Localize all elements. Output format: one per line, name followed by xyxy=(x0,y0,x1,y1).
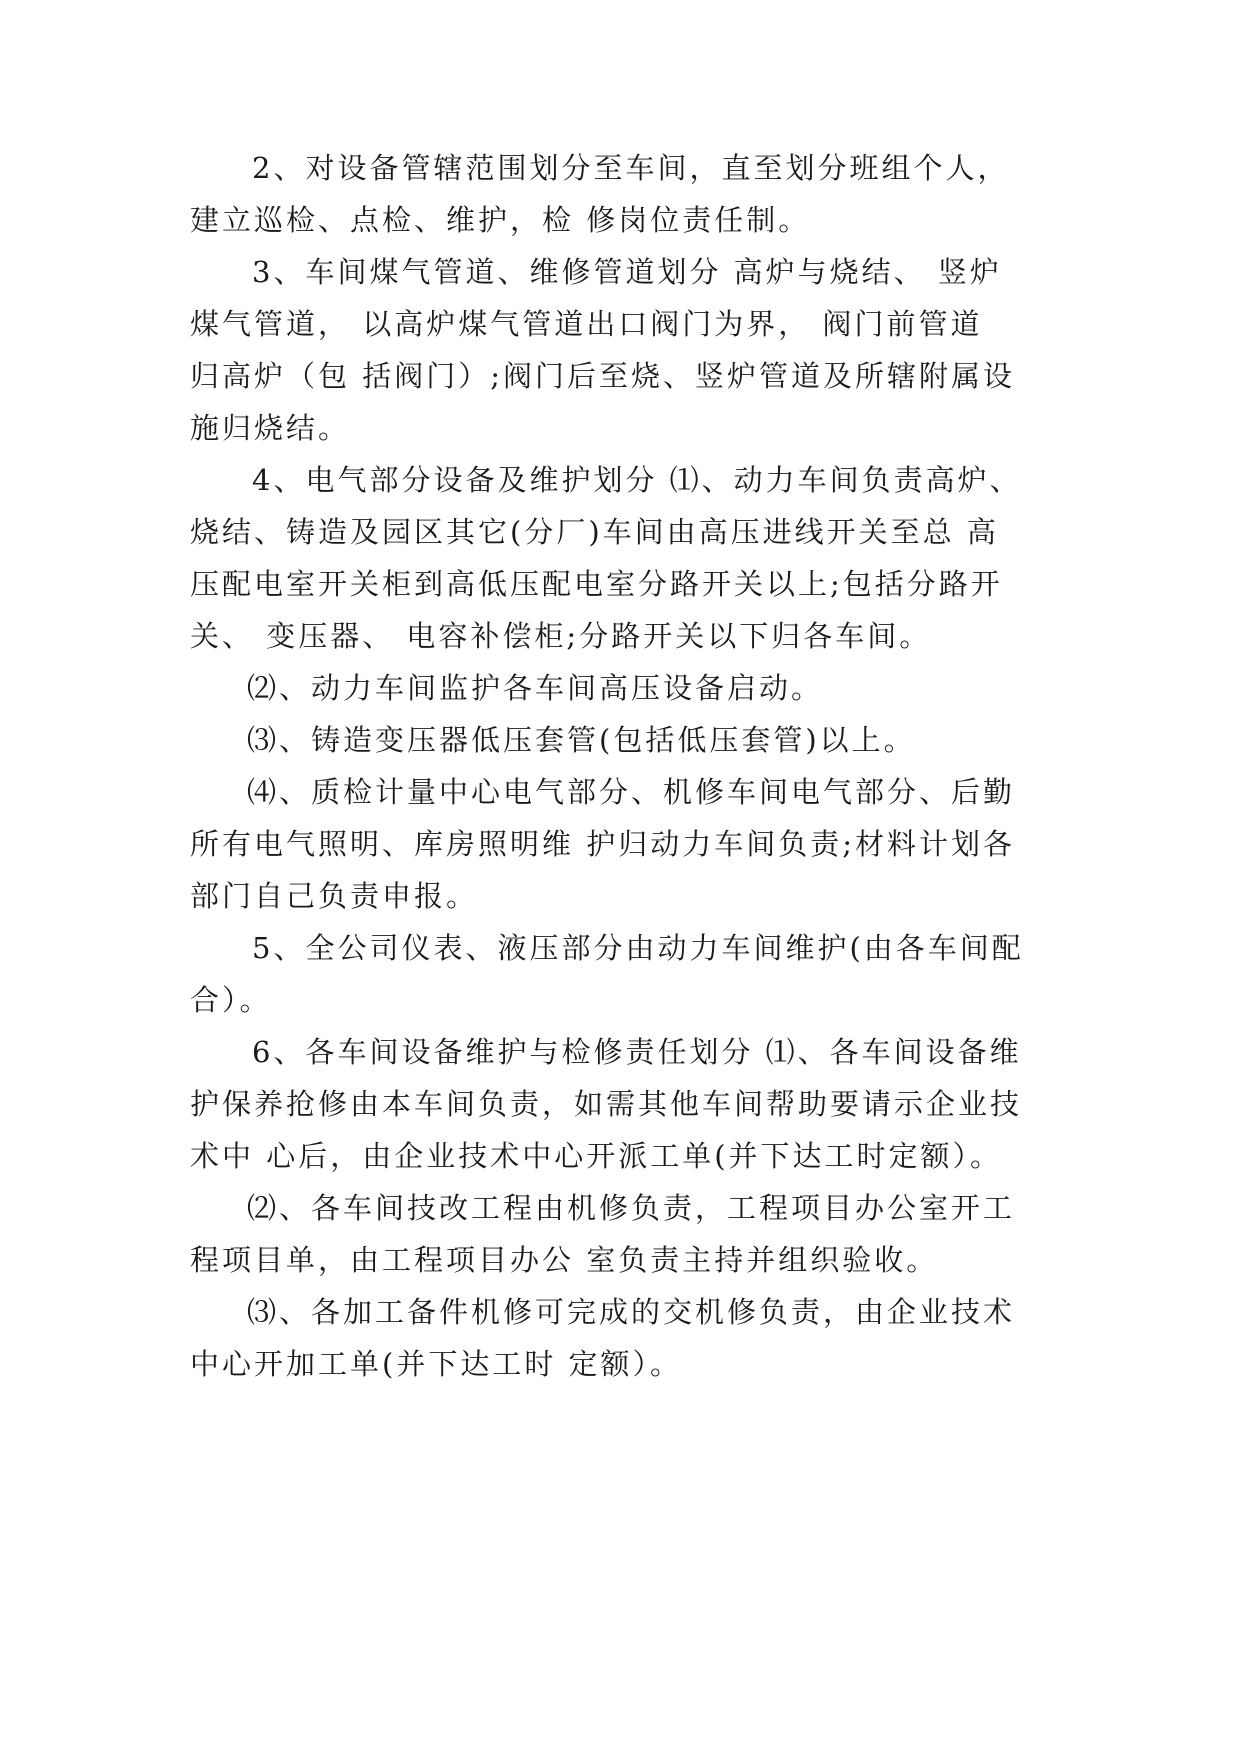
text-line: 关、 变压器、 电容补偿柜;分路开关以下归各车间。 xyxy=(190,619,932,653)
text-line: 烧结、铸造及园区其它(分厂)车间由高压进线开关至总 高 xyxy=(190,515,999,549)
text-line: ⑵、动力车间监护各车间高压设备启动。 xyxy=(247,671,824,705)
text-line: 3、车间煤气管道、维修管道划分 高炉与烧结、 竖炉 xyxy=(252,255,1002,289)
text-line: 部门自己负责申报。 xyxy=(190,879,479,913)
text-line: 归高炉（包 括阀门）;阀门后至烧、竖炉管道及所辖附属设 xyxy=(190,359,1015,393)
text-line: ⑶、各加工备件机修可完成的交机修负责，由企业技术 xyxy=(247,1295,1016,1329)
text-line: ⑶、铸造变压器低压套管(包括低压套管)以上。 xyxy=(247,723,916,757)
text-line: 程项目单，由工程项目办公 室负责主持并组织验收。 xyxy=(190,1243,939,1277)
text-line: 建立巡检、点检、维护，检 修岗位责任制。 xyxy=(190,203,811,237)
text-line: 6、各车间设备维护与检修责任划分 ⑴、各车间设备维 xyxy=(252,1035,1022,1069)
text-line: 5、全公司仪表、液压部分由动力车间维护(由各车间配 xyxy=(252,931,1024,965)
text-line: 合）。 xyxy=(190,983,272,1017)
text-line: 压配电室开关柜到高低压配电室分路开关以上;包括分路开 xyxy=(190,567,1003,601)
text-line: ⑷、质检计量中心电气部分、机修车间电气部分、后勤 xyxy=(247,775,1016,809)
text-line: 煤气管道， 以高炉煤气管道出口阀门为界， 阀门前管道 xyxy=(190,307,983,341)
text-line: 中心开加工单(并下达工时 定额）。 xyxy=(190,1347,683,1381)
text-line: 所有电气照明、库房照明维 护归动力车间负责;材料计划各 xyxy=(190,827,1015,861)
text-line: 护保养抢修由本车间负责，如需其他车间帮助要请示企业技 xyxy=(190,1087,1023,1121)
text-line: 4、电气部分设备及维护划分 ⑴、动力车间负责高炉、 xyxy=(252,463,1022,497)
text-line: ⑵、各车间技改工程由机修负责，工程项目办公室开工 xyxy=(247,1191,1016,1225)
text-line: 施归烧结。 xyxy=(190,411,351,445)
text-line: 术中 心后，由企业技术中心开派工单(并下达工时定额）。 xyxy=(190,1139,1003,1173)
text-line: 2、对设备管辖范围划分至车间，直至划分班组个人， xyxy=(252,151,1010,185)
